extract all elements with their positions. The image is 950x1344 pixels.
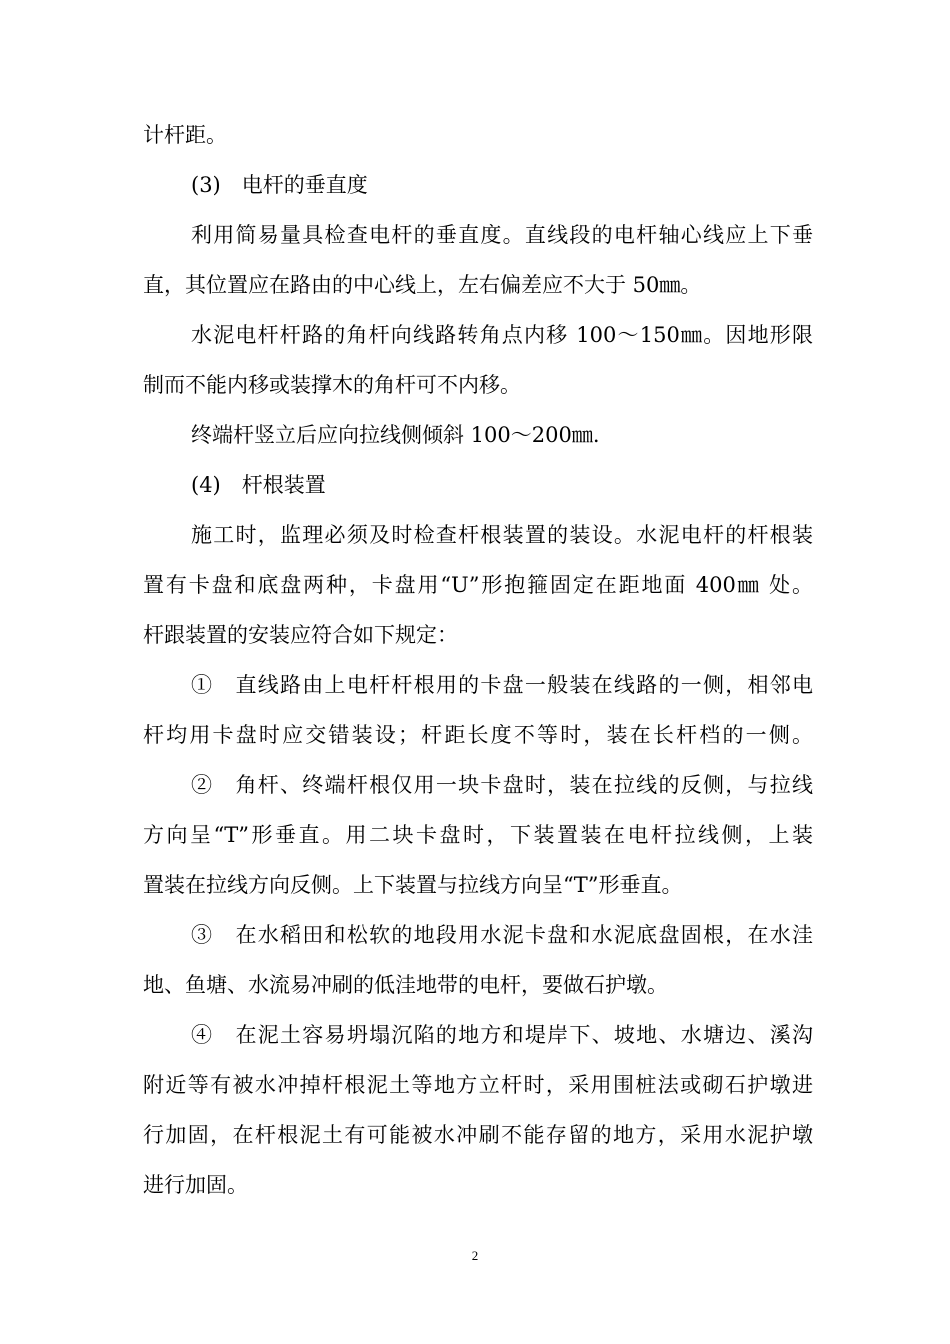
list-item-4-line-2: 附近等有被水冲掉杆根泥土等地方立杆时，采用围桩法或砌石护墩进 <box>143 1073 813 1097</box>
list-item-3-line-1: ③ 在水稻田和松软的地段用水泥卡盘和水泥底盘固根，在水洼 <box>191 923 813 947</box>
section-heading-4: (4) 杆根装置 <box>191 473 326 497</box>
section-heading-3: (3) 电杆的垂直度 <box>191 173 368 197</box>
list-item-4-line-3: 行加固，在杆根泥土有可能被水冲刷不能存留的地方，采用水泥护墩 <box>143 1123 813 1147</box>
text-line-10: 置有卡盘和底盘两种，卡盘用“U”形抱箍固定在距地面 400㎜ 处。 <box>143 573 813 597</box>
list-item-1-line-2: 杆均用卡盘时应交错装设；杆距长度不等时，装在长杆档的一侧。 <box>143 723 813 747</box>
text-line-3: 利用简易量具检查电杆的垂直度。直线段的电杆轴心线应上下垂 <box>191 223 813 247</box>
list-item-1-line-1: ① 直线路由上电杆杆根用的卡盘一般装在线路的一侧，相邻电 <box>191 673 813 697</box>
list-item-3-line-2: 地、鱼塘、水流易冲刷的低洼地带的电杆，要做石护墩。 <box>143 973 668 997</box>
text-line-6: 制而不能内移或装撑木的角杆可不内移。 <box>143 373 521 397</box>
text-line-11: 杆跟装置的安装应符合如下规定： <box>143 623 458 647</box>
list-item-2-line-3: 置装在拉线方向反侧。上下装置与拉线方向呈“T”形垂直。 <box>143 873 683 897</box>
text-line-9: 施工时，监理必须及时检查杆根装置的装设。水泥电杆的杆根装 <box>191 523 813 547</box>
list-item-4-line-1: ④ 在泥土容易坍塌沉陷的地方和堤岸下、坡地、水塘边、溪沟 <box>191 1023 813 1047</box>
page-number: 2 <box>471 1248 479 1263</box>
text-line-4: 直，其位置应在路由的中心线上，左右偏差应不大于 50㎜。 <box>143 273 702 297</box>
list-item-4-line-4: 进行加固。 <box>143 1173 248 1197</box>
text-line-5: 水泥电杆杆路的角杆向线路转角点内移 100～150㎜。因地形限 <box>191 323 813 347</box>
list-item-2-line-2: 方向呈“T”形垂直。用二块卡盘时，下装置装在电杆拉线侧，上装 <box>143 823 813 847</box>
list-item-2-line-1: ② 角杆、终端杆根仅用一块卡盘时，装在拉线的反侧，与拉线 <box>191 773 813 797</box>
text-line-1: 计杆距。 <box>143 123 227 147</box>
text-line-7: 终端杆竖立后应向拉线侧倾斜 100～200㎜. <box>191 423 600 447</box>
